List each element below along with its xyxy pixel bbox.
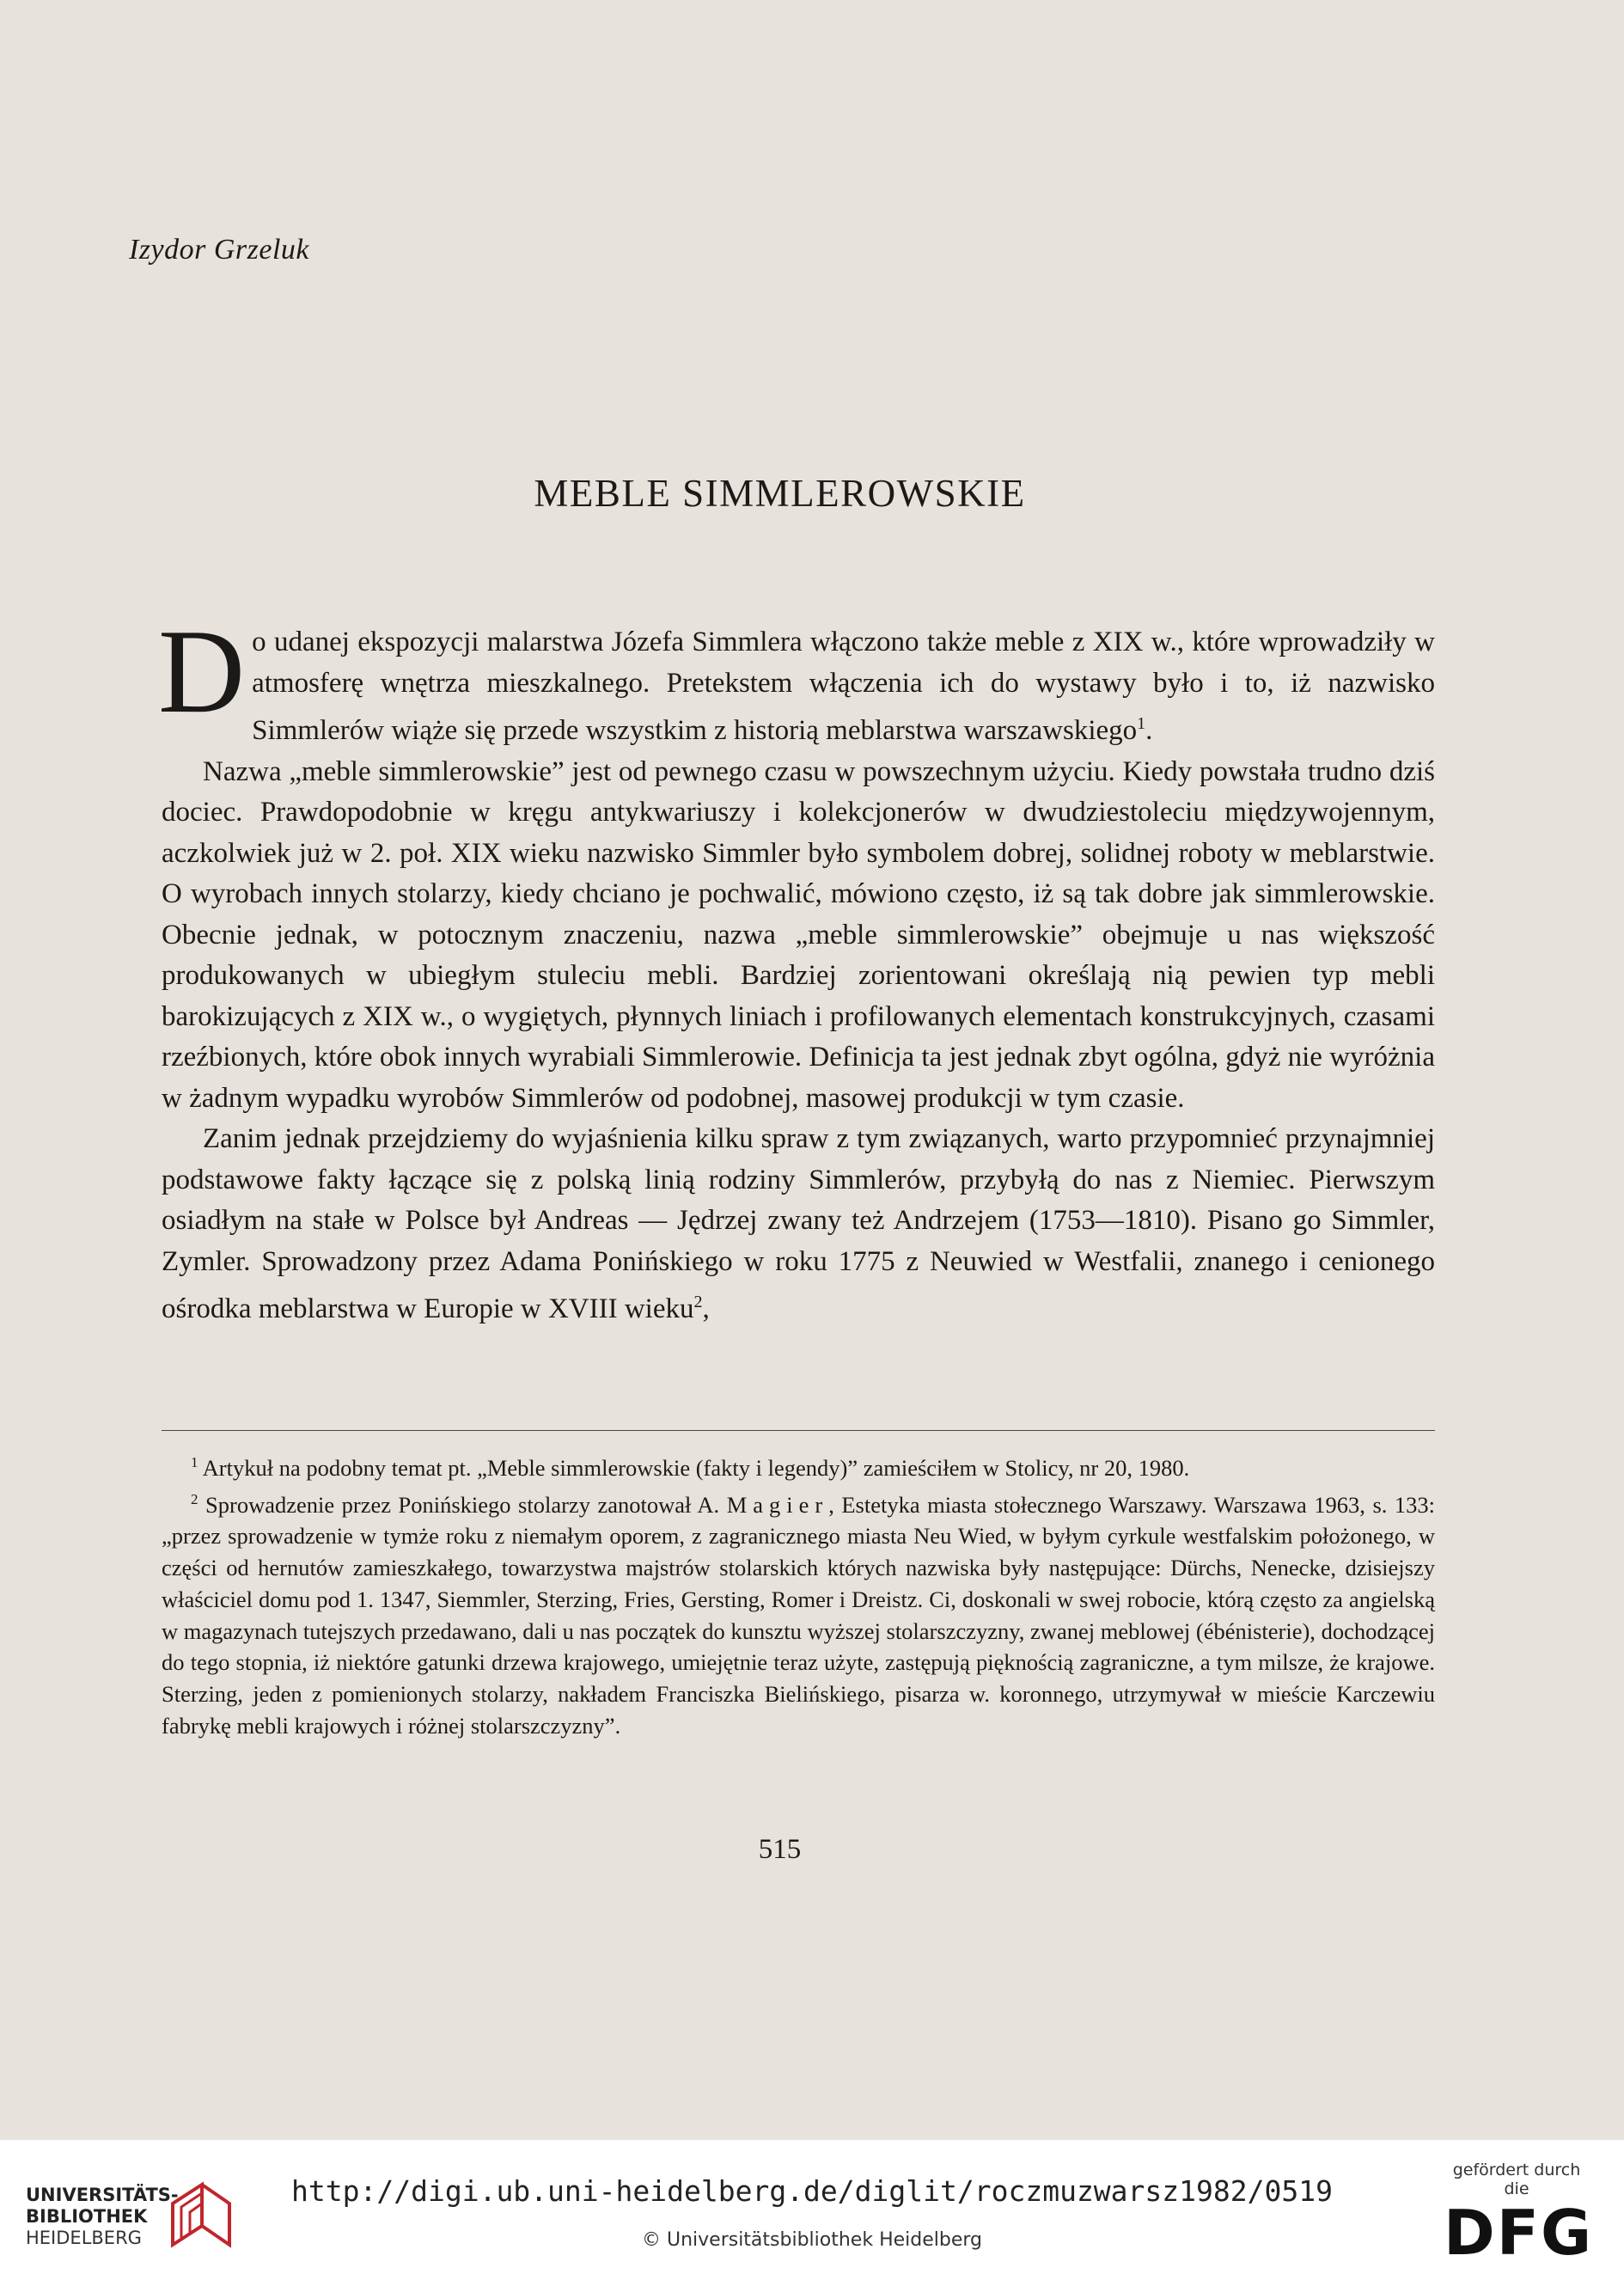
funder-block [1444, 2161, 1594, 2269]
footnote-divider [162, 1430, 1435, 1431]
footnote-mark-1: 1 [191, 1454, 198, 1470]
dfg-logo[interactable]: DFG [1444, 2197, 1594, 2269]
footnote-author-spaced: Magier [726, 1491, 829, 1518]
copyright-notice: © Universitätsbibliothek Heidelberg [641, 2229, 982, 2251]
library-name-line-3: HEIDELBERG [26, 2228, 142, 2248]
permalink-url[interactable]: http://digi.ub.uni-heidelberg.de/diglit/roczmuzwarsz1982/0519 [291, 2174, 1333, 2208]
paragraph-3: Zanim jednak przejdziemy do wyjaśnienia kilku spraw z tym związanych, warto przypomnieć przynajmniej podstawowe fakty łączące się z polską linią rodziny Simmlerów, przybyłą do nas z Niemiec. Pierwszym osiadłym na stałe w Polsce był Andreas — Jędrzej zwany też Andrzejem (1753—1810). Pisano go Simmler, Zymler. Sprowadzony przez Adama Ponińskiego w roku 1775 z Neuwied w Westfalii, znanego i cenionego ośrodka meblarstwa w Europie w XVIII wieku$^2$, [162, 1123, 1435, 1324]
footnote-mark-2: 2 [191, 1490, 198, 1507]
page-number: 515 [758, 1834, 802, 1865]
paragraph-1: Do udanej ekspozycji malarstwa Józefa Simmlera włączono także meble z XIX w., które wprowadziły w atmosferę wnętrza mieszkalnego. Pretekstem włączenia ich do wystawy było i to, iż nazwisko Simmlerów wiąże się przede wszystkim z historią meblarstwa warszawskiego$^1$. [158, 605, 1435, 746]
paragraph-2: Nazwa „meble simmlerowskie” jest od pewnego czasu w powszechnym użyciu. Kiedy powstała trudno dziś dociec. Prawdopodobnie w kręgu antykwariuszy i kolekcjonerów w dwudziestoleciu międzywojennym, aczkolwiek już w 2. poł. XIX wieku nazwisko Simmler było symbolem dobrej, solidnej roboty w meblarstwie. O wyrobach innych stolarzy, kiedy chciano je pochwalić, mówiono często, iż są tak dobre jak simmlerowskie. Obecnie jednak, w potocznym znaczeniu, nazwa „meble simmlerowskie” obejmuje u nas większość produkowanych w ubiegłym stuleciu mebli. Bardziej zorientowani określają nią pewien typ mebli barokizujących z XIX w., o wygiętych, płynnych liniach i profilowanych elementach konstrukcyjnych, czasami rzeźbionych, które obok innych wyrabiali Simmlerowie. Definicja ta jest jednak zbyt ogólna, gdyż nie wyróżnia w żadnym wypadku wyrobów Simmlerów od podobnej, masowej produkcji w tym czasie. [162, 755, 1435, 1114]
article-title: MEBLE SIMMLEROWSKIE [534, 472, 1026, 515]
footnote-ref-1[interactable]: 1 [1137, 714, 1146, 733]
drop-cap: D [158, 605, 246, 738]
funded-by-label: gefördert durch die [1452, 2161, 1581, 2198]
library-name-line-1: UNIVERSITÄTS- [26, 2185, 179, 2205]
running-header-author: Izydor Grzeluk [129, 234, 310, 266]
digitization-footer [0, 2140, 1624, 2280]
paragraph-1-text: o udanej ekspozycji malarstwa Józefa Simmlera włączono także meble z XIX w., które wprowadziły w atmosferę wnętrza mieszkalnego. Pretekstem włączenia ich do wystawy było i to, iż nazwisko Simmlerów wiąże się przede wszystkim z historią meblarstwa warszawskiego [252, 627, 1435, 746]
footnotes [162, 1447, 1435, 1742]
footnote-ref-2[interactable]: 2 [693, 1293, 703, 1311]
article-body [158, 605, 1435, 1330]
footnote-1: $^1$ Artykuł na podobny temat pt. „Meble simmlerowskie (fakty i legendy)” zamieściłem w Stolicy, nr 20, 1980. [191, 1454, 1190, 1481]
library-name-line-2: BIBLIOTHEK [26, 2206, 148, 2227]
footnote-2: $^2$ Sprowadzenie przez Ponińskiego stolarzy zanotował A. Magier, Estetyka miasta stołecznego Warszawy. Warszawa 1963, s. 133: „przez sprowadzenie w tymże roku z niemałym oporem, z zagranicznego miasta Neu Wied, w byłym cyrkule westfalskim położonego, w części od hernutów zamieszkałego, towarzystwa majstrów stolarskich których nazwiska były następujące: Dürchs, Nenecke, dzisiejszy właściciel domu pod 1. 1347, Siemmler, Sterzing, Fries, Gersting, Romer i Dreistz. Ci, doskonali w swej robocie, którą często za angielską w magazynach tutejszych przedawano, dali u nas początek do kunsztu wyższej stolarszczyzny, zwanej meblowej (ébénisterie), dochodzącej do tego stopnia, iż niektóre gatunki drzewa krajowego, umiejętnie teraz użyte, zastępują pięknością zagraniczne, a tym milsze, że krajowe. Sterzing, jeden z pomienionych stolarzy, nakładem Franciszka Bielińskiego, pisarza w. koronnego, utrzymywał w mieście Karczewiu fabrykę mebli krajowych i różnej stolarszczyzny”. [162, 1490, 1436, 1739]
